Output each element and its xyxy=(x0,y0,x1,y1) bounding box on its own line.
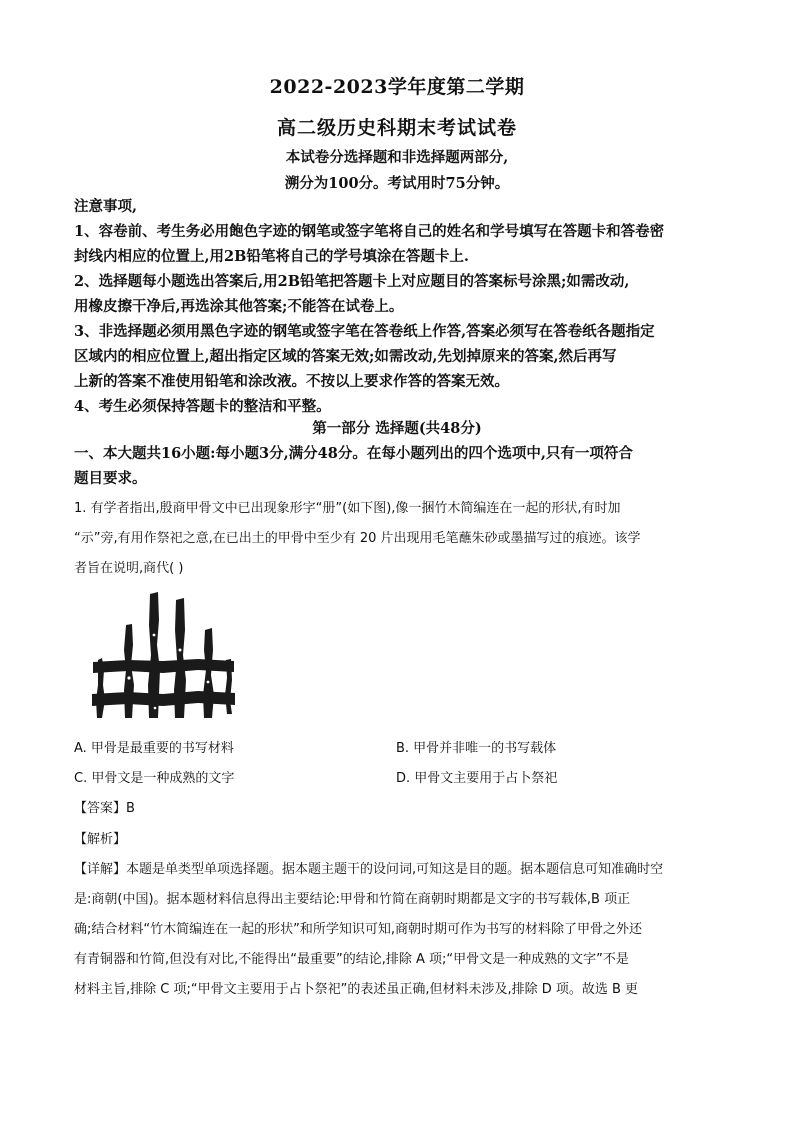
exam-title: 2022-2023学年度第二学期 xyxy=(269,76,525,98)
notice-line: 1、容卷前、考生务必用飽色字迹的钢笔或签字笔将自己的姓名和学号填写在答题卡和答卷密 xyxy=(74,223,665,240)
notice-line: 3、非选择题必须用黑色字迹的钢笔或签字笔在答卷纸上作答,答案必须写在答卷纸各题指定 xyxy=(74,323,655,340)
exam-info-line-1: 本试卷分选择题和非选择题两部分, xyxy=(285,149,509,166)
option-b: B. 甲骨并非唯一的书写载体 xyxy=(396,741,557,756)
option-a: A. 甲骨是最重要的书写材料 xyxy=(74,741,234,756)
analysis-label: 【解析】 xyxy=(74,832,127,847)
notice-line: 上新的答案不准使用铅笔和涂改液。不按以上要求作答的答案无效。 xyxy=(74,373,509,390)
detail-line: 确;结合材料“竹木简编连在一起的形状”和所学知识可知,商朝时期可作为书写的材料除了甲骨之外还 xyxy=(74,922,642,937)
notice-line: 区域内的相应位置上,超出指定区域的答案无效;如需改动,先划掉原来的答案,然后再写 xyxy=(74,348,617,365)
exam-info-line-2: 溯分为100分。考试用时75分钟。 xyxy=(284,175,510,192)
detail-line: 是:商朝(中国)。据本题材料信息得出主要结论:甲骨和竹简在商朝时期都是文字的书写载体,B 项正 xyxy=(74,892,631,907)
exam-subtitle: 高二级历史科期末考试试卷 xyxy=(276,117,517,139)
analysis-detail xyxy=(74,855,734,1005)
option-d: D. 甲骨文主要用于占卜祭祀 xyxy=(396,771,558,786)
notice-line: 封线内相应的位置上,用2B铅笔将自己的学号填涂在答题卡上. xyxy=(74,248,469,265)
part-one-heading: 第一部分 选择题(共48分) xyxy=(312,420,482,437)
stem-line: 1. 有学者指出,殷商甲骨文中已出现象形字“册”(如下图),像一捆竹木简编连在一起的形状,有时加 xyxy=(74,501,621,516)
option-c: C. 甲骨文是一种成熟的文字 xyxy=(74,771,235,786)
notice-list xyxy=(74,219,724,419)
detail-line: 有青铜器和竹简,但没有对比,不能得出“最重要”的结论,排除 A 项;“甲骨文是一种成熟的文字”不是 xyxy=(74,952,629,967)
section-line: 题目要求。 xyxy=(74,470,147,487)
notice-line: 用橡皮擦干净后,再选涂其他答案;不能答在试卷上。 xyxy=(74,298,404,315)
notice-heading: 注意事项, xyxy=(74,198,138,215)
detail-line: 材料主旨,排除 C 项;“甲骨文主要用于占卜祭祀”的表述虽正确,但材料未涉及,排除 D 项。故选 B 更 xyxy=(74,982,639,997)
notice-line: 4、考生必须保持答题卡的整洁和平整。 xyxy=(74,398,331,415)
stem-line: “示”旁,有用作祭祀之意,在已出土的甲骨中至少有 20 片出现用毛笔蘸朱砂或墨描写过的痕迹。该学 xyxy=(74,531,641,546)
section-instructions xyxy=(74,441,724,491)
answer-label: 【答案】B xyxy=(74,801,135,816)
detail-line: 【详解】本题是单类型单项选择题。据本题主题干的设问词,可知这是目的题。据本题信息可知准确时空 xyxy=(74,862,664,877)
section-line: 一、本大题共16小题:每小题3分,满分48分。在每小题列出的四个选项中,只有一项符合 xyxy=(74,445,633,462)
question-1-stem xyxy=(74,494,734,584)
oracle-bone-ce-character-image xyxy=(88,590,238,720)
notice-line: 2、选择题每小题选出答案后,用2B铅笔把答题卡上对应题目的答案标号涂黑;如需改动, xyxy=(74,273,630,290)
stem-line: 者旨在说明,商代( ) xyxy=(74,561,184,576)
